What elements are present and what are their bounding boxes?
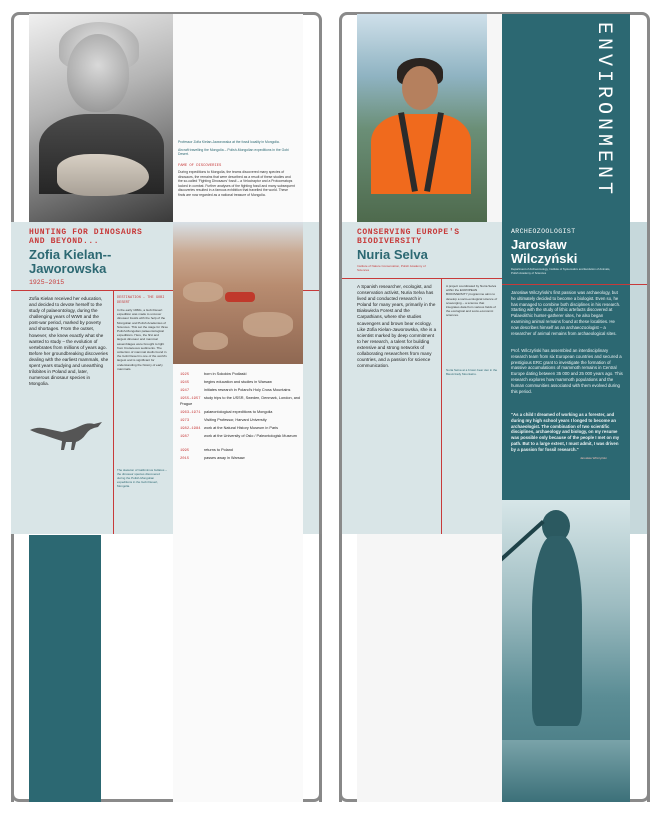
zofia-timeline <box>180 372 310 512</box>
left-top-notes <box>178 140 296 157</box>
left-teal-strip <box>29 535 101 802</box>
destination-text: In the early 1960s, a Gobi Desert expedition was made to uncover dinosaur fossils with the help of the Mongolian and Polish Academies of Sciences. This set the stage for three Polish-Mongolian palaeontological expeditions. Here, the first and largest dinosaur and mammal assemblages were brought to light from Cretaceous sediments. The collection of mammal skulls found in the Gobi Desert is one of the world's largest and is significant for understanding the history of early mammals. <box>117 308 169 371</box>
timeline-row: 1947 initiates research in Poland's Holy Cross Mountains <box>180 388 291 393</box>
nuria-affiliation: Institute of Nature Conservation, Polish Academy of Sciences <box>357 264 426 272</box>
right-stand-pole-l <box>339 534 342 802</box>
right-kicker: ARCHEOZOOLOGIST <box>511 228 576 235</box>
left-kicker: HUNTING FOR DINOSAURS AND BEYOND... <box>29 228 143 246</box>
left-red-vline <box>113 290 114 534</box>
nuria-name: Nuria Selva <box>357 247 428 262</box>
timeline-row: 1973 Visiting Professor, Harvard University <box>180 418 267 423</box>
timeline-row: 1963–1971 palaeontological expeditions to Mongolia <box>180 410 273 415</box>
fame-heading: FAME OF DISCOVERIES <box>178 164 222 168</box>
jaroslaw-excavation-photo <box>502 500 630 802</box>
timeline-row: 1995 returns to Poland <box>180 448 233 453</box>
timeline-row: 1925 born in Sokołów Podlaski <box>180 372 247 377</box>
environment-vertical-title: ENVIRONMENT <box>592 22 615 199</box>
quote-author: Jarosław Wilczyński <box>580 456 607 460</box>
zofia-years: 1925–2015 <box>29 279 65 286</box>
nuria-portrait-photo <box>357 14 487 222</box>
timeline-row: 1945 begins education and studies in Warsaw <box>180 380 272 385</box>
right-teal-edge <box>630 222 647 534</box>
destination-heading: DESTINATION – THE GOBI DESERT <box>117 296 165 305</box>
jaroslaw-intro: Jarosław Wilczyński's first passion was archaeology, but he ultimately decided to become a biologist. Even so, he has managed to combine both disciplines in his research. Starting with the study of lithic artefacts discovered at Palaeolithic hunter-gatherer sites, he also began examining animal remains found at these localities. He now describes himself as an archaeozoologist – a researcher of animal remains from archaeological sites. <box>511 290 621 336</box>
nuria-intro: A Spanish researcher, ecologist, and conservation activist, Nuria Selva has lived and conducted research in Poland for many years, primarily in the Białowieża Forest and the Carpathians, where she studies scavengers and brown bear ecology. Like Zofia Kielan-Jaworowska, she is a scientist marked by deep commitment to her research, a talent for building extensive and strong networks of collaborating researchers from many countries, and a passion for science communication. <box>357 284 437 369</box>
dinosaur-caption: The skeleton of Gallimimus bullatus – the dinosaur species discovered during the Polish-Mongolian expeditions in the Gobi Desert, Mongolia. <box>117 468 167 488</box>
jaroslaw-second: Prof. Wilczyński has assembled an interdisciplinary research team from six European countries and secured a prestigious ERC grant to investigate the formation of massive accumulations of mammoth remains in Central Europe dating between 35 000 and 25 000 years ago. This research explores how mammoth populations and the human communities associated with them evolved during this period. <box>511 348 623 394</box>
gobi-desert-photo <box>173 222 303 364</box>
timeline-row: 2015 passes away in Warsaw <box>180 456 245 461</box>
nuria-side-text: A project coordinated by Nuria Selva within the EUROPEAN BIODIVERSITY programme aims to develop a socio-ecological science of scavenging – a science that integrates data from various fields of the ecological and socio-economic sciences. <box>446 284 498 318</box>
note-2: Aircraft travelling the Mongolia – Polish-Mongolian expeditions in the Gobi Desert. <box>178 147 289 157</box>
timeline-row: 1987 work at the University of Oslo / Paleontologisk Museum <box>180 434 297 439</box>
fame-text: During expeditions to Mongolia, the teams discovered many species of dinosaurs, the remains that were described as a result of these studies and the so-called 'Fighting Dinosaurs' fossil – a Velociraptor and a Protoceratops locked in combat. Further analyses of the fighting fossil and many subsequent discoveries resulted in a famous exhibition that travelled the world. These finds are now regarded as a national treasure of Mongolia. <box>178 170 295 197</box>
dinosaur-skeleton-icon <box>28 416 108 452</box>
middle-kicker: CONSERVING EUROPE'S BIODIVERSITY <box>357 228 460 246</box>
left-stand-pole-r <box>319 534 322 802</box>
right-red-rule <box>502 284 647 285</box>
zofia-portrait-photo <box>29 14 173 222</box>
nuria-side-note: Nuria Selva at a brown bear den in the Bieszczady Mountains. <box>446 368 498 376</box>
jaroslaw-affiliation: Department of Archeozoology, Institute of Systematics and Evolution of Animals, Polish Academy of Sciences <box>511 267 611 275</box>
jaroslaw-name: Jarosław Wilczyński <box>511 237 578 266</box>
note-1: Professor Zofia Kielan-Jaworowska at the fossil locality in Mongolia. <box>178 140 280 144</box>
zofia-intro: Zofia Kielan received her education, and decided to devote herself to the study of palaeontology, during the challenging years of WWII and the post-war period, marked by poverty and shortages. From the outset, however, she knew exactly what she wanted to study – the evolution of vertebrates from millions of years ago. Before her groundbreaking discoveries dealing with the earliest mammals, she spent years studying and unearthing trilobites in Poland and, later, numerous dinosaur species in Mongolia. <box>29 296 109 387</box>
timeline-row: 1955–1957 study trips to the USSR, Sweden, Denmark, London, and Prague <box>180 396 301 406</box>
right-stand-pole-r <box>647 534 650 802</box>
middle-red-vline <box>441 278 442 534</box>
timeline-row: 1982–1984 work at the Natural History Museum in Paris <box>180 426 279 431</box>
middle-red-rule <box>342 278 502 279</box>
zofia-name: Zofia Kielan--Jaworowska <box>29 247 112 276</box>
jaroslaw-quote: "As a child I dreamed of working as a forester, and during my high school years I longed to become an archaeologist. The combination of two scientific disciplines, archaeology and biology, on my resume was possible only because of the people I met on my path. But to a large extent, I must admit, I was driven by a passion for fossil research." <box>511 412 620 452</box>
left-stand-pole-l <box>11 534 14 802</box>
